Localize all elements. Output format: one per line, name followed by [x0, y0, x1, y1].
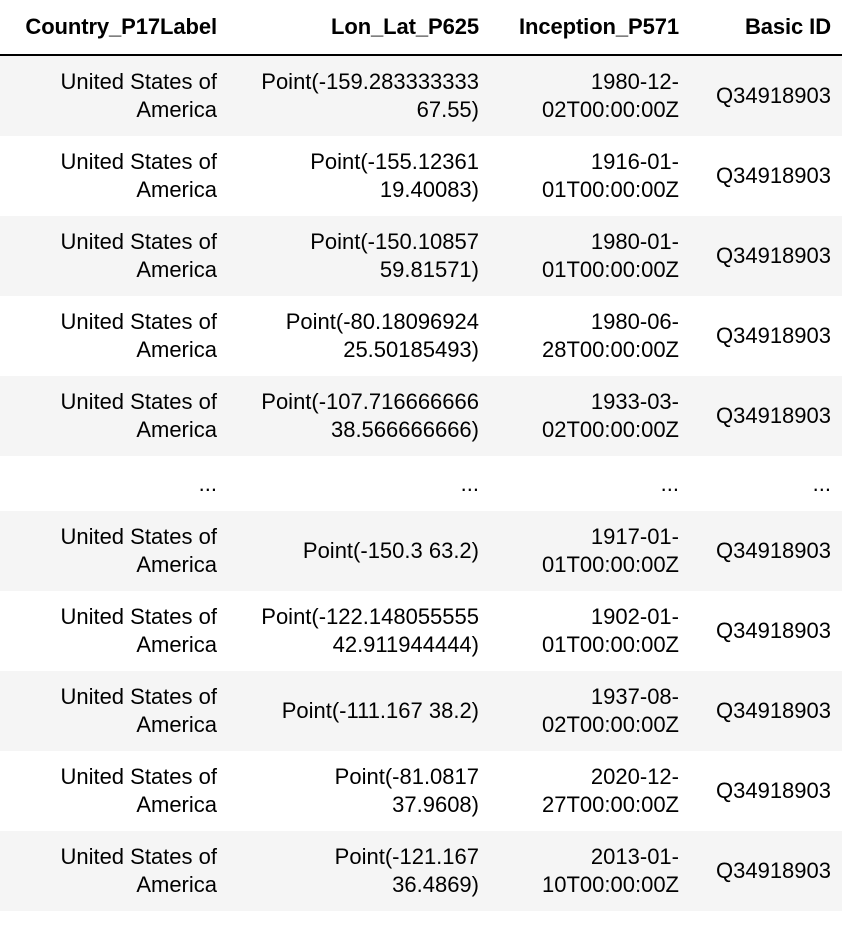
table-row: [0, 376, 842, 456]
header-row: [0, 0, 842, 55]
cell-inception: 1902-01- 01T00:00:00Z: [490, 591, 690, 671]
table-row: [0, 591, 842, 671]
column-header-inception[interactable]: Inception_P571: [490, 0, 690, 55]
column-header-basic-id[interactable]: Basic ID: [690, 0, 842, 55]
cell-country: United States of America: [0, 55, 228, 136]
cell-lon-lat: Point(-121.167 36.4869): [228, 831, 490, 911]
cell-inception: 1980-01- 01T00:00:00Z: [490, 216, 690, 296]
cell-inception: 1980-12- 02T00:00:00Z: [490, 55, 690, 136]
table-row: [0, 216, 842, 296]
cell-inception: 1980-06- 28T00:00:00Z: [490, 296, 690, 376]
ellipsis-cell: ...: [690, 456, 842, 511]
cell-lon-lat: Point(-150.10857 59.81571): [228, 216, 490, 296]
cell-inception: 2020-12- 27T00:00:00Z: [490, 751, 690, 831]
ellipsis-cell: ...: [228, 456, 490, 511]
table-row: [0, 55, 842, 136]
cell-basic-id: Q34918903: [690, 216, 842, 296]
cell-basic-id: Q34918903: [690, 136, 842, 216]
cell-basic-id: Q34918903: [690, 296, 842, 376]
table-body: [0, 55, 842, 911]
table-row: [0, 511, 842, 591]
cell-inception: 2013-01- 10T00:00:00Z: [490, 831, 690, 911]
cell-country: United States of America: [0, 591, 228, 671]
cell-lon-lat: Point(-150.3 63.2): [228, 511, 490, 591]
cell-lon-lat: Point(-111.167 38.2): [228, 671, 490, 751]
table-row: [0, 831, 842, 911]
cell-country: United States of America: [0, 671, 228, 751]
cell-inception: 1917-01- 01T00:00:00Z: [490, 511, 690, 591]
cell-basic-id: Q34918903: [690, 751, 842, 831]
cell-lon-lat: Point(-107.716666666 38.566666666): [228, 376, 490, 456]
table-row: [0, 671, 842, 751]
table-row: [0, 296, 842, 376]
cell-basic-id: Q34918903: [690, 376, 842, 456]
cell-country: United States of America: [0, 136, 228, 216]
cell-inception: 1937-08- 02T00:00:00Z: [490, 671, 690, 751]
cell-lon-lat: Point(-81.0817 37.9608): [228, 751, 490, 831]
cell-basic-id: Q34918903: [690, 55, 842, 136]
column-header-country[interactable]: Country_P17Label: [0, 0, 228, 55]
cell-basic-id: Q34918903: [690, 511, 842, 591]
cell-inception: 1916-01- 01T00:00:00Z: [490, 136, 690, 216]
cell-lon-lat: Point(-80.18096924 25.50185493): [228, 296, 490, 376]
cell-basic-id: Q34918903: [690, 671, 842, 751]
column-header-lon-lat[interactable]: Lon_Lat_P625: [228, 0, 490, 55]
ellipsis-cell: ...: [0, 456, 228, 511]
cell-country: United States of America: [0, 376, 228, 456]
cell-country: United States of America: [0, 751, 228, 831]
cell-country: United States of America: [0, 511, 228, 591]
cell-lon-lat: Point(-159.283333333 67.55): [228, 55, 490, 136]
cell-lon-lat: Point(-155.12361 19.40083): [228, 136, 490, 216]
cell-lon-lat: Point(-122.148055555 42.911944444): [228, 591, 490, 671]
table-header: [0, 0, 842, 55]
cell-country: United States of America: [0, 831, 228, 911]
table-row: [0, 751, 842, 831]
cell-inception: 1933-03- 02T00:00:00Z: [490, 376, 690, 456]
cell-basic-id: Q34918903: [690, 831, 842, 911]
table-row: [0, 136, 842, 216]
cell-country: United States of America: [0, 296, 228, 376]
cell-country: United States of America: [0, 216, 228, 296]
ellipsis-cell: ...: [490, 456, 690, 511]
cell-basic-id: Q34918903: [690, 591, 842, 671]
ellipsis-row: [0, 456, 842, 511]
